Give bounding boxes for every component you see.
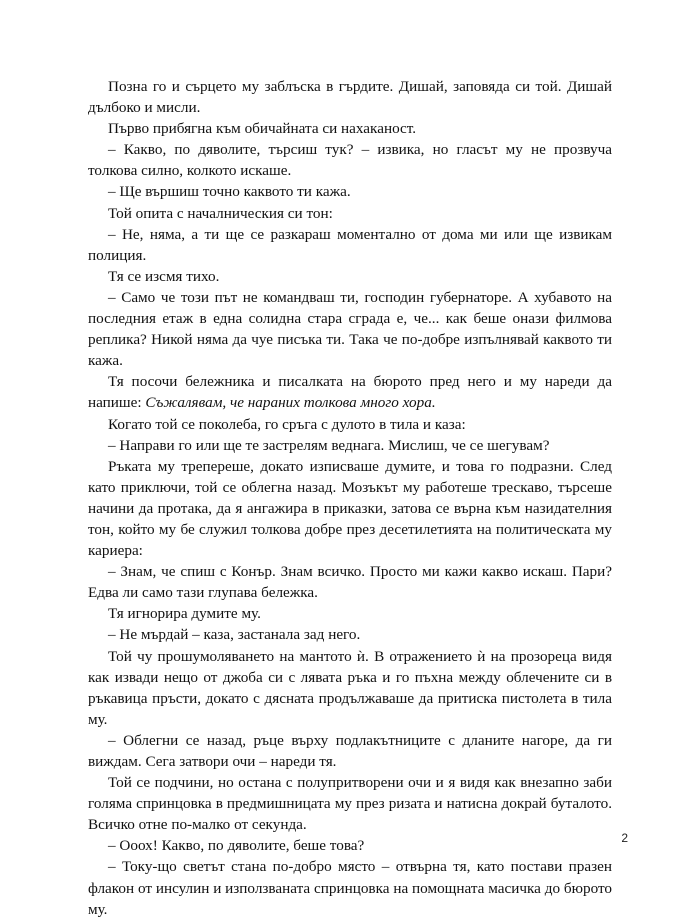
paragraph: – Знам, че спиш с Конър. Знам всичко. Просто ми кажи какво искаш. Пари? Едва ли само тази глупава бележка. — [88, 563, 612, 602]
paragraph: – Ще вършиш точно каквото ти кажа. — [108, 183, 351, 201]
italic-note: Съжалявам, че нараних толкова много хора. — [145, 394, 436, 412]
text-body — [88, 76, 612, 920]
paragraph: – Ооох! Какво, по дяволите, беше това? — [108, 837, 365, 855]
paragraph: – Само че този път не командваш ти, господин губернаторе. А хубавото на последния етаж в една солидна стара сграда е, че... как беше онази филмова реплика? Никой няма да чуе писъка ти. Така че по-добре изпълнявай каквото ти кажа. — [88, 288, 612, 370]
paragraph: Тя се изсмя тихо. — [108, 267, 220, 285]
paragraph: Първо прибягна към обичайната си нахаканост. — [108, 120, 417, 138]
paragraph: Той се подчини, но остана с полупритворени очи и я видя как внезапно заби голяма спринцовка в предмишницата му през ризата и натисна докрай буталото. Всичко отне по-малко от секунда. — [88, 774, 612, 834]
paragraph-text: Тя посочи бележника и писалката на бюрото пред него и му нареди да напише: — [88, 373, 612, 412]
paragraph: – Току-що светът стана по-добро място – отвърна тя, като постави празен флакон от инсулин и използваната спринцовка на помощната масичка до бюрото му. — [88, 858, 612, 918]
paragraph: – Облегни се назад, ръце върху подлакътниците с дланите нагоре, да ги виждам. Сега затвори очи – нареди тя. — [88, 731, 612, 770]
paragraph: Когато той се поколеба, го сръга с дулото в тила и каза: — [108, 415, 466, 433]
paragraph: – Не, няма, а ти ще се разкараш моментално от дома ми или ще извикам полиция. — [88, 225, 612, 264]
paragraph: Тя игнорира думите му. — [108, 605, 261, 623]
paragraph: Той опита с началническия си тон: — [108, 204, 333, 222]
paragraph: – Не мърдай – каза, застанала зад него. — [108, 626, 361, 644]
paragraph-with-note — [88, 371, 612, 413]
paragraph: Ръката му трепереше, докато изписваше думите, и това го подразни. След като приключи, той се облегна назад. Мозъкът му работеше трескаво, търсеше начини да протака, да я ангажира в приказки, затова се върна към назидателния тон, който му бе служил толкова добре през десетилетията на политическата му кариера: — [88, 457, 612, 560]
paragraph: – Направи го или ще те застрелям веднага. Мислиш, че се шегувам? — [108, 436, 550, 454]
paragraph: – Какво, по дяволите, търсиш тук? – извика, но гласът му не прозвуча толкова силно, колкото искаше. — [88, 141, 612, 180]
paragraph: Той чу прошумоляването на мантото ѝ. В отражението ѝ на прозореца видя как извади нещо от джоба си с лявата ръка и го пъхна между облечените си в ръкавица пръсти, докато с дясната продължаваше да притиска пистолета в тила му. — [88, 647, 612, 728]
paragraph: Позна го и сърцето му заблъска в гърдите. Дишай, заповяда си той. Дишай дълбоко и мисли. — [88, 78, 612, 117]
page-number: 2 — [621, 831, 628, 845]
